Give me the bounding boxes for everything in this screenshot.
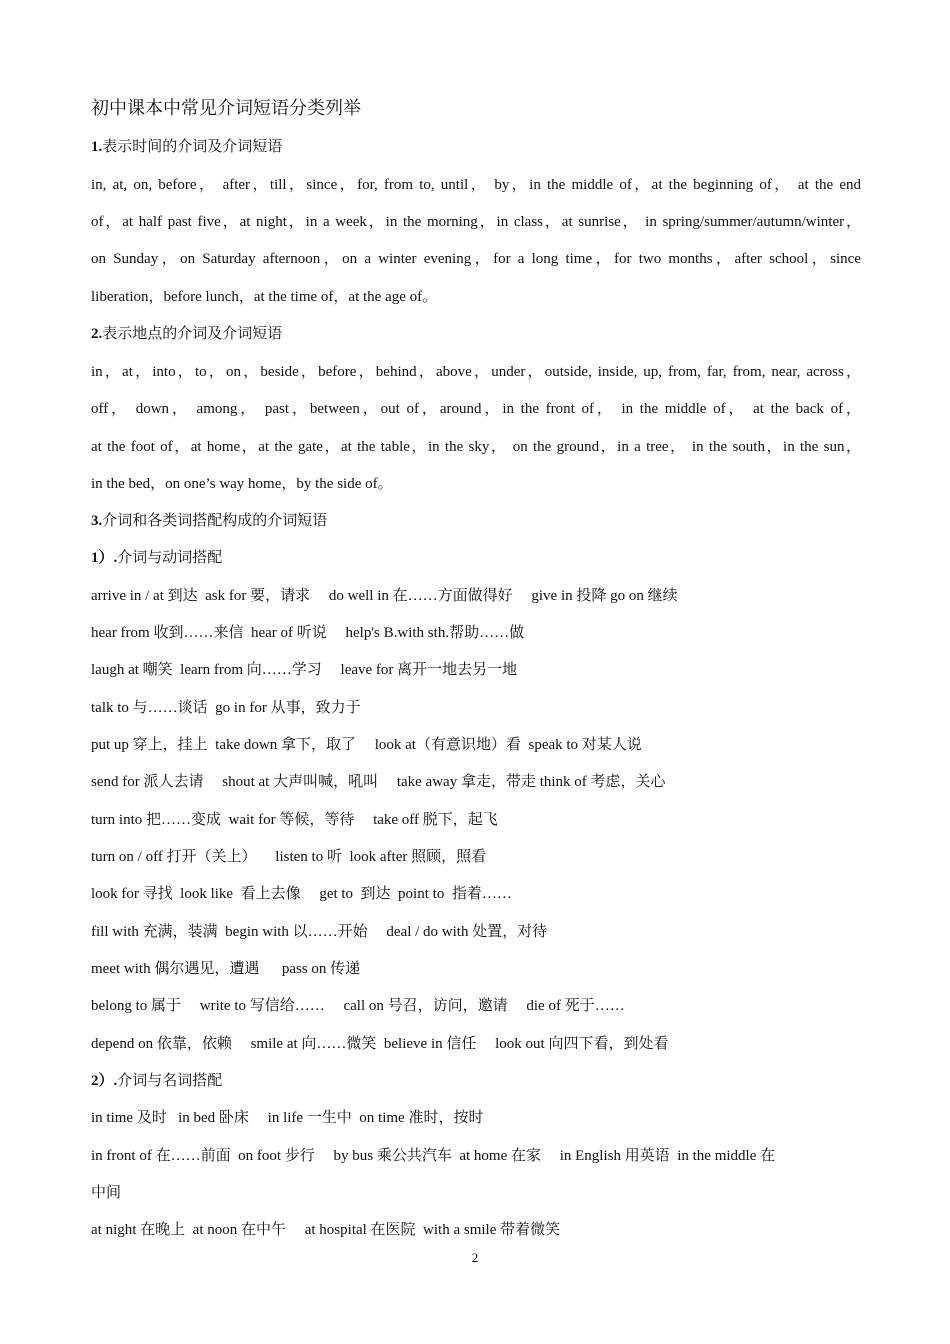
subsection-title: 介词与动词搭配	[117, 550, 223, 566]
text-line: laugh at 嘲笑 learn from 向……学习 leave for 离开一地去另一地	[91, 662, 518, 678]
text-line: belong to 属于 write to 写信给…… call on 号召，访问，邀请 die of 死于……	[91, 998, 625, 1014]
text-line: liberation，before lunch，at the time of，at the age of。	[91, 289, 438, 305]
text-line: in time 及时 in bed 卧床 in life 一生中 on time 准时，按时	[91, 1110, 484, 1126]
section-title: 表示地点的介词及介词短语	[102, 326, 283, 342]
section-number: 3.	[91, 513, 103, 529]
subsection-heading-nouns	[91, 1071, 861, 1091]
subsection-number: 2）.	[91, 1073, 118, 1089]
text-line: in front of 在……前面 on foot 步行 by bus 乘公共汽车 at home 在家 in English 用英语 in the middle 在	[91, 1148, 776, 1164]
text-line: at night 在晚上 at noon 在中午 at hospital 在医院 with a smile 带着微笑	[91, 1222, 561, 1238]
subsection-heading-verbs	[91, 548, 861, 568]
text-line: in the bed，on one’s way home，by the side of。	[91, 476, 393, 492]
section-number: 2.	[91, 326, 103, 342]
section-heading-collocations	[91, 511, 861, 531]
text-line: talk to 与……谈话 go in for 从事，致力于	[91, 700, 361, 716]
subsection-title: 介词与名词搭配	[117, 1073, 223, 1089]
section-title: 表示时间的介词及介词短语	[102, 139, 283, 155]
text-line: hear from 收到……来信 hear of 听说 help's B.with sth.帮助……做	[91, 625, 525, 641]
section-title: 介词和各类词搭配构成的介词短语	[102, 513, 328, 529]
text-line: on Sunday，on Saturday afternoon，on a winter evening，for a long time，for two months，after school，since	[91, 251, 861, 267]
section-heading-place	[91, 324, 861, 344]
section-number: 1.	[91, 139, 103, 155]
text-line: depend on 依靠，依赖 smile at 向……微笑 believe in 信任 look out 向四下看，到处看	[91, 1036, 669, 1052]
text-line: arrive in / at 到达 ask for 要，请求 do well in 在……方面做得好 give in 投降 go on 继续	[91, 588, 678, 604]
page-number: 2	[471, 1250, 479, 1265]
text-line: fill with 充满，装满 begin with 以……开始 deal / do with 处置，对待	[91, 924, 548, 940]
section-heading-time	[91, 137, 861, 157]
text-line: turn on / off 打开（关上） listen to 听 look after 照顾，照看	[91, 849, 487, 865]
text-line: look for 寻找 look like 看上去像 get to 到达 point to 指着……	[91, 886, 512, 902]
text-line: in，at，into，to，on，beside，before，behind，above，under，outside, inside, up, from, far, from, near, across，	[91, 364, 861, 380]
text-line: turn into 把……变成 wait for 等候，等待 take off 脱下，起飞	[91, 812, 498, 828]
text-line: put up 穿上，挂上 take down 拿下，取了 look at（有意识地）看 speak to 对某人说	[91, 737, 642, 753]
page-title: 初中课本中常见介词短语分类列举	[91, 98, 361, 119]
text-line: 中间	[91, 1185, 122, 1201]
text-line: off， down， among， past，between，out of，around，in the front of， in the middle of， at the back of，	[91, 401, 861, 417]
text-line: send for 派人去请 shout at 大声叫喊，吼叫 take away 拿走，带走 think of 考虑，关心	[91, 774, 666, 790]
text-line: meet with 偶尔遇见，遭遇 pass on 传递	[91, 961, 361, 977]
text-line: of，at half past five，at night，in a week，in the morning，in class，at sunrise， in spring/summer/autumn/winter，	[91, 214, 861, 230]
subsection-number: 1）.	[91, 550, 118, 566]
text-line: at the foot of，at home，at the gate，at the table，in the sky， on the ground，in a tree， in the south，in the sun，	[91, 439, 861, 455]
text-line: in, at, on, before， after，till，since，for, from to, until， by，in the middle of，at the beginning of， at the end	[91, 177, 861, 193]
